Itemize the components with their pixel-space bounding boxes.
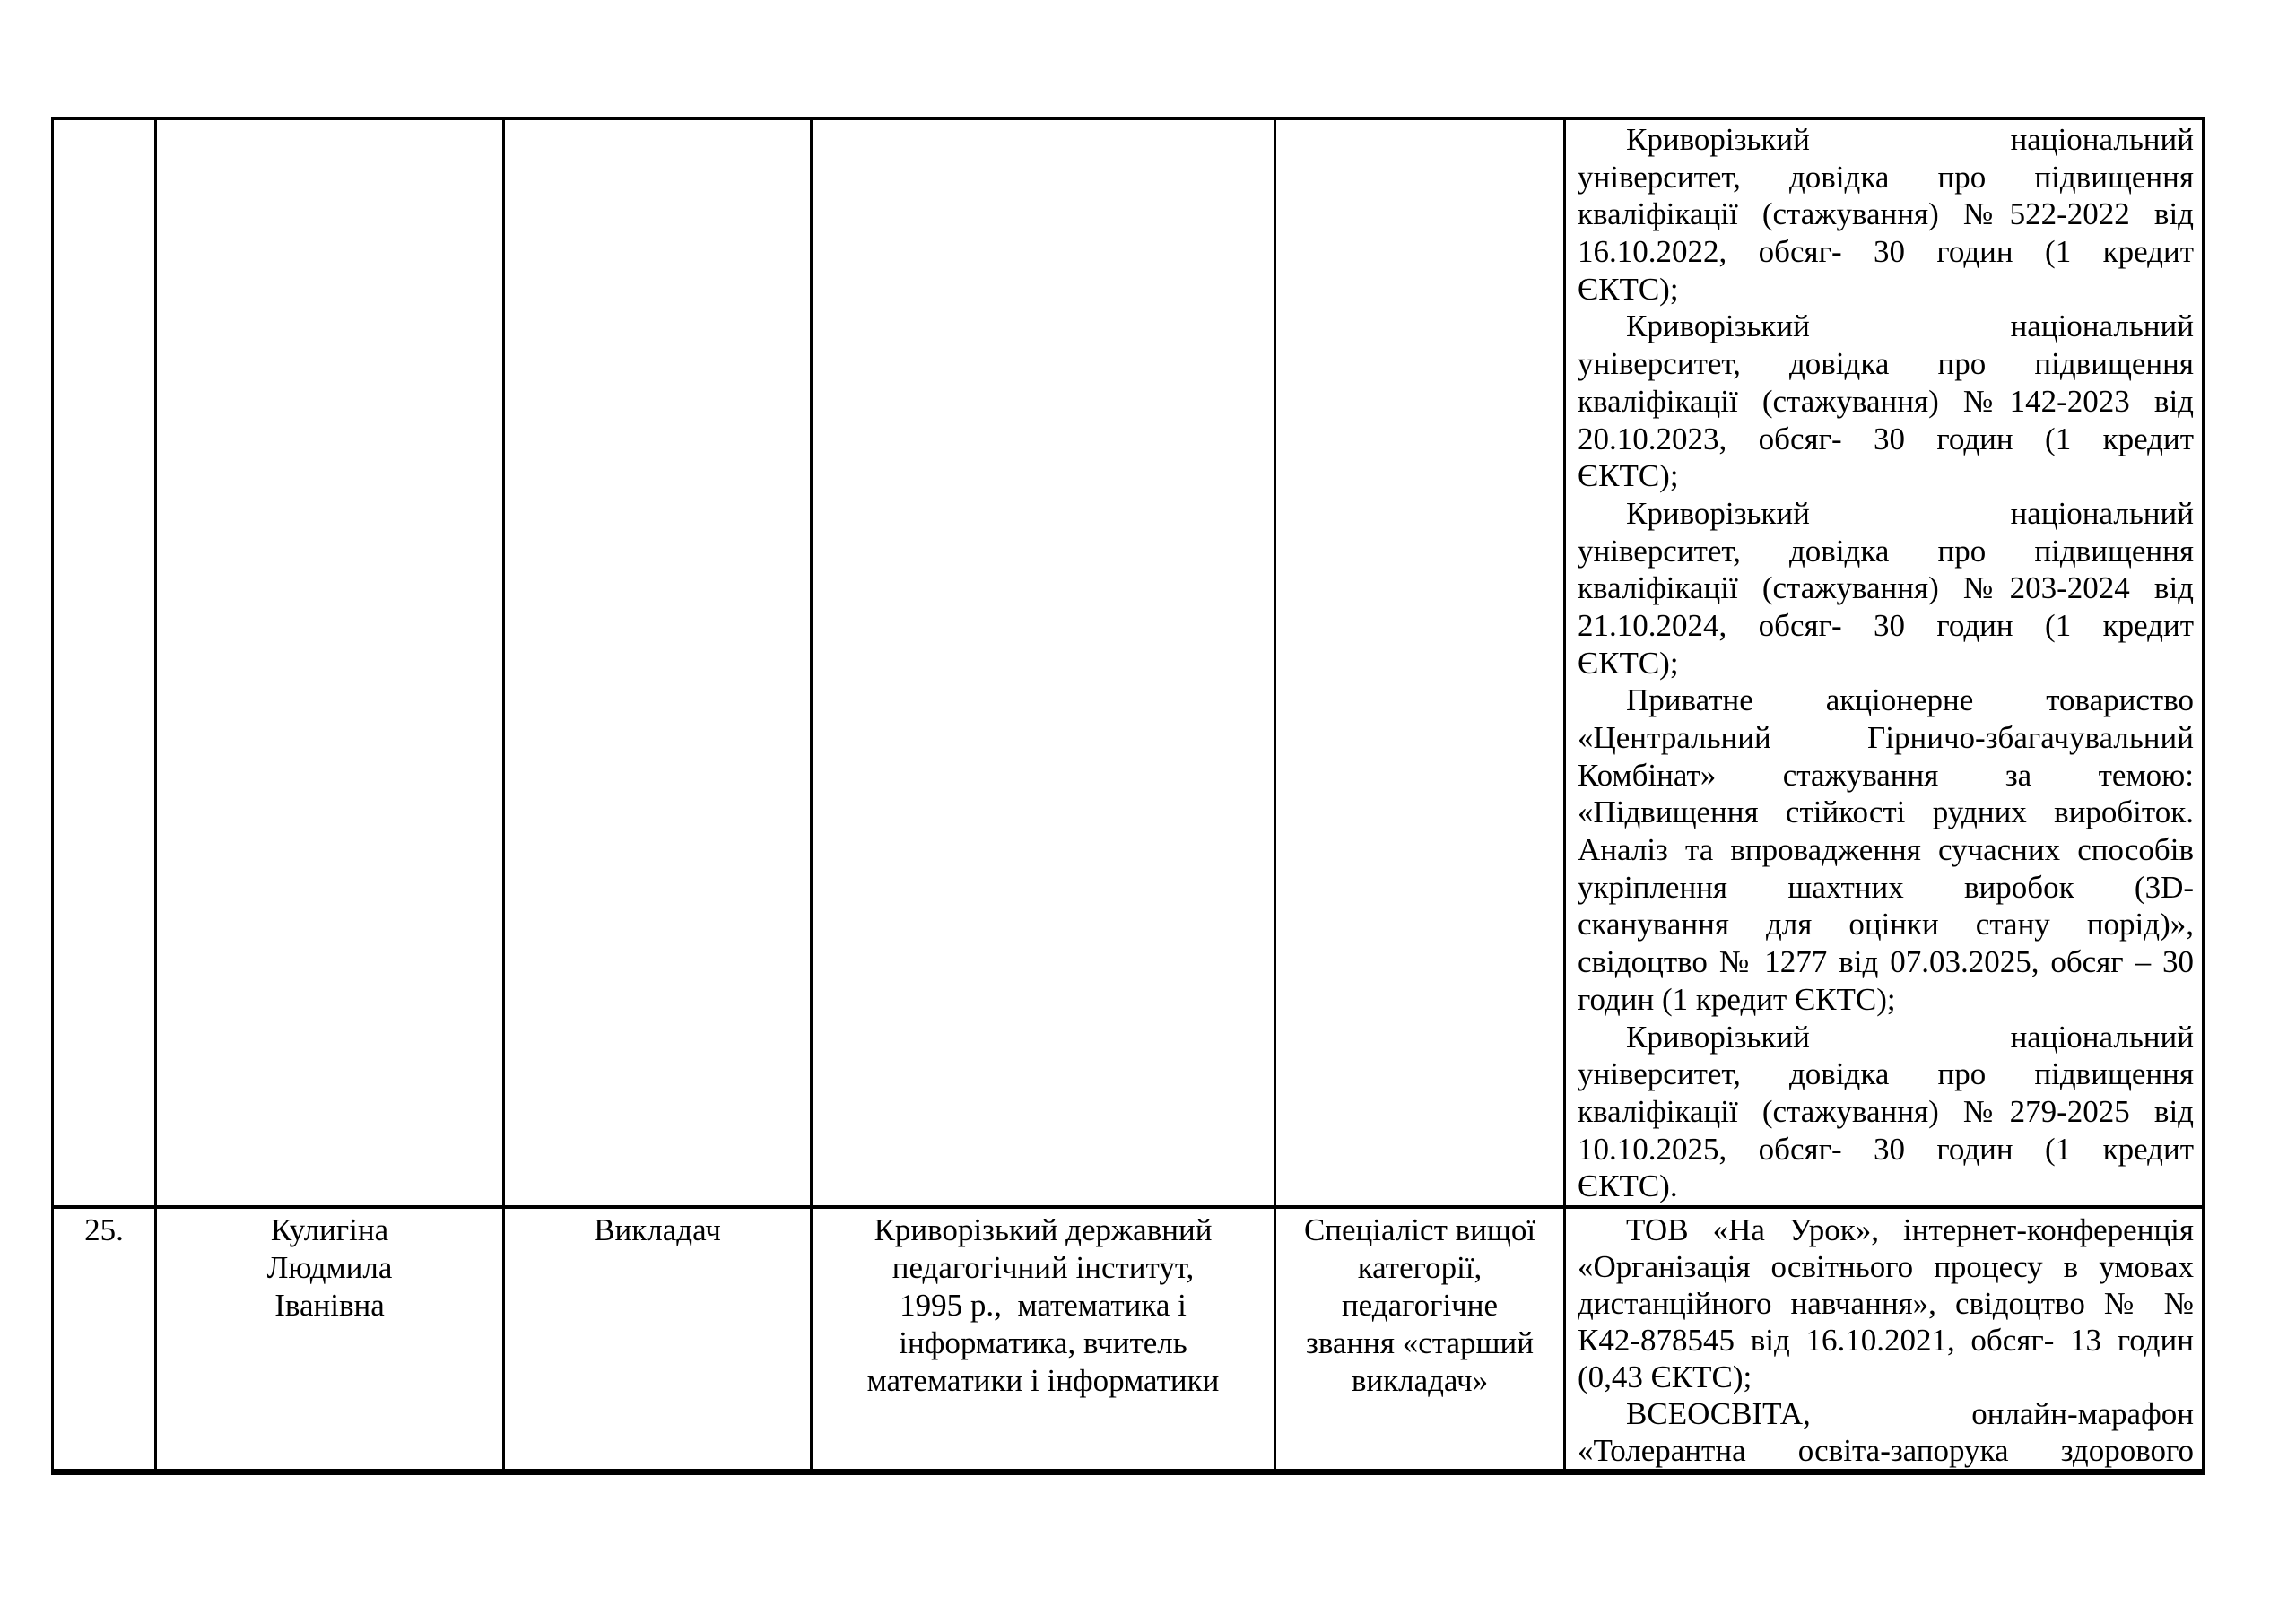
row-number-cell	[54, 1209, 154, 1469]
teacher-name-cell	[154, 1209, 502, 1469]
education-line: Криворізький державний	[874, 1212, 1213, 1247]
qualification-line: «Центральний Гірничо-збагачувальний	[1578, 720, 2194, 755]
teacher-name-line: Людмила	[266, 1250, 393, 1285]
qualification-line: укріплення шахтних виробок (3D-	[1578, 869, 2194, 905]
empty-education-cell	[810, 120, 1274, 1205]
category-cell	[1274, 1209, 1563, 1469]
category-line: педагогічне	[1341, 1288, 1499, 1323]
empty-number-cell	[54, 120, 154, 1205]
table-row-continuation	[54, 120, 2202, 1209]
qualification-line: кваліфікації (стажування) №142-2023 від	[1578, 383, 2194, 419]
qualification-line: кваліфікації (стажування) №279-2025 від	[1578, 1093, 2194, 1129]
teacher-name-line: Кулигіна	[270, 1212, 389, 1247]
row-number: 25.	[84, 1212, 124, 1247]
personnel-table	[51, 117, 2205, 1475]
category-line: викладач»	[1351, 1363, 1489, 1398]
position-label: Викладач	[594, 1212, 721, 1247]
qualification-line: університет, довідка про підвищення	[1578, 346, 2194, 382]
qualification-line: університет, довідка про підвищення	[1578, 159, 2194, 195]
qualification-line: Приватне акціонерне товариство	[1626, 682, 2194, 718]
education-line: математики і інформатики	[866, 1363, 1220, 1398]
qualification-line: кваліфікації (стажування) №522-2022 від	[1578, 196, 2194, 232]
qualification-line: 20.10.2023, обсяг- 30 годин (1 кредит	[1578, 421, 2194, 456]
qualification-line: ТОВ «На Урок», інтернет-конференція	[1626, 1212, 2194, 1247]
qualification-line: К42-878545 від 16.10.2021, обсяг- 13 годин	[1578, 1323, 2194, 1358]
qualification-line: свідоцтво № 1277 від 07.03.2025, обсяг – 30	[1578, 944, 2194, 980]
qualification-line: дистанційного навчання», свідоцтво № №	[1578, 1286, 2194, 1321]
qualification-line: ВСЕОСВІТА, онлайн-марафон	[1626, 1396, 2194, 1431]
qualification-line: університет, довідка про підвищення	[1578, 533, 2194, 569]
education-line: педагогічний інститут,	[891, 1250, 1195, 1285]
education-line: 1995 р., математика і	[900, 1288, 1187, 1323]
position-cell	[502, 1209, 810, 1469]
table-row-25	[54, 1209, 2202, 1469]
category-line: категорії,	[1357, 1250, 1483, 1285]
category-line: Спеціаліст вищої	[1303, 1212, 1536, 1247]
qualification-line: Комбінат» стажування за темою:	[1578, 757, 2194, 793]
qualification-line: ЄКТС);	[1578, 271, 1679, 307]
category-line: звання «старший	[1306, 1325, 1534, 1360]
qualification-line: 21.10.2024, обсяг- 30 годин (1 кредит	[1578, 607, 2194, 643]
qualification-line: Криворізький національний	[1626, 1019, 2194, 1055]
qualification-line: 16.10.2022, обсяг- 30 годин (1 кредит	[1578, 234, 2194, 270]
qualification-line: (0,43 ЄКТС);	[1578, 1359, 1752, 1394]
empty-category-cell	[1274, 120, 1563, 1205]
qualification-line: Криворізький національний	[1626, 495, 2194, 531]
qualification-line: університет, довідка про підвищення	[1578, 1056, 2194, 1092]
qualification-line: ЄКТС);	[1578, 458, 1679, 494]
empty-position-cell	[502, 120, 810, 1205]
qualification-line: годин (1 кредит ЄКТС);	[1578, 981, 1896, 1017]
qualification-line: Криворізький національний	[1626, 122, 2194, 157]
qualification-line: «Толерантна освіта-запорука здорового	[1578, 1433, 2194, 1468]
empty-name-cell	[154, 120, 502, 1205]
qualification-cell	[1563, 1209, 2202, 1469]
qualification-line: 10.10.2025, обсяг- 30 годин (1 кредит	[1578, 1131, 2194, 1167]
qualification-line: Криворізький національний	[1626, 308, 2194, 344]
education-cell	[810, 1209, 1274, 1469]
qualification-line: кваліфікації (стажування) №203-2024 від	[1578, 570, 2194, 606]
qualification-line: «Підвищення стійкості рудних виробіток.	[1578, 795, 2194, 830]
qualification-line: ЄКТС);	[1578, 645, 1679, 681]
qualification-line: сканування для оцінки стану порід)»,	[1578, 907, 2194, 942]
education-line: інформатика, вчитель	[899, 1325, 1187, 1360]
qualification-line: ЄКТС).	[1578, 1168, 1678, 1204]
qualification-cell-continuation	[1563, 120, 2202, 1205]
teacher-name-line: Іванівна	[274, 1288, 385, 1323]
qualification-line: Аналіз та впровадження сучасних способів	[1578, 832, 2194, 868]
qualification-line: «Організація освітнього процесу в умовах	[1578, 1249, 2194, 1284]
